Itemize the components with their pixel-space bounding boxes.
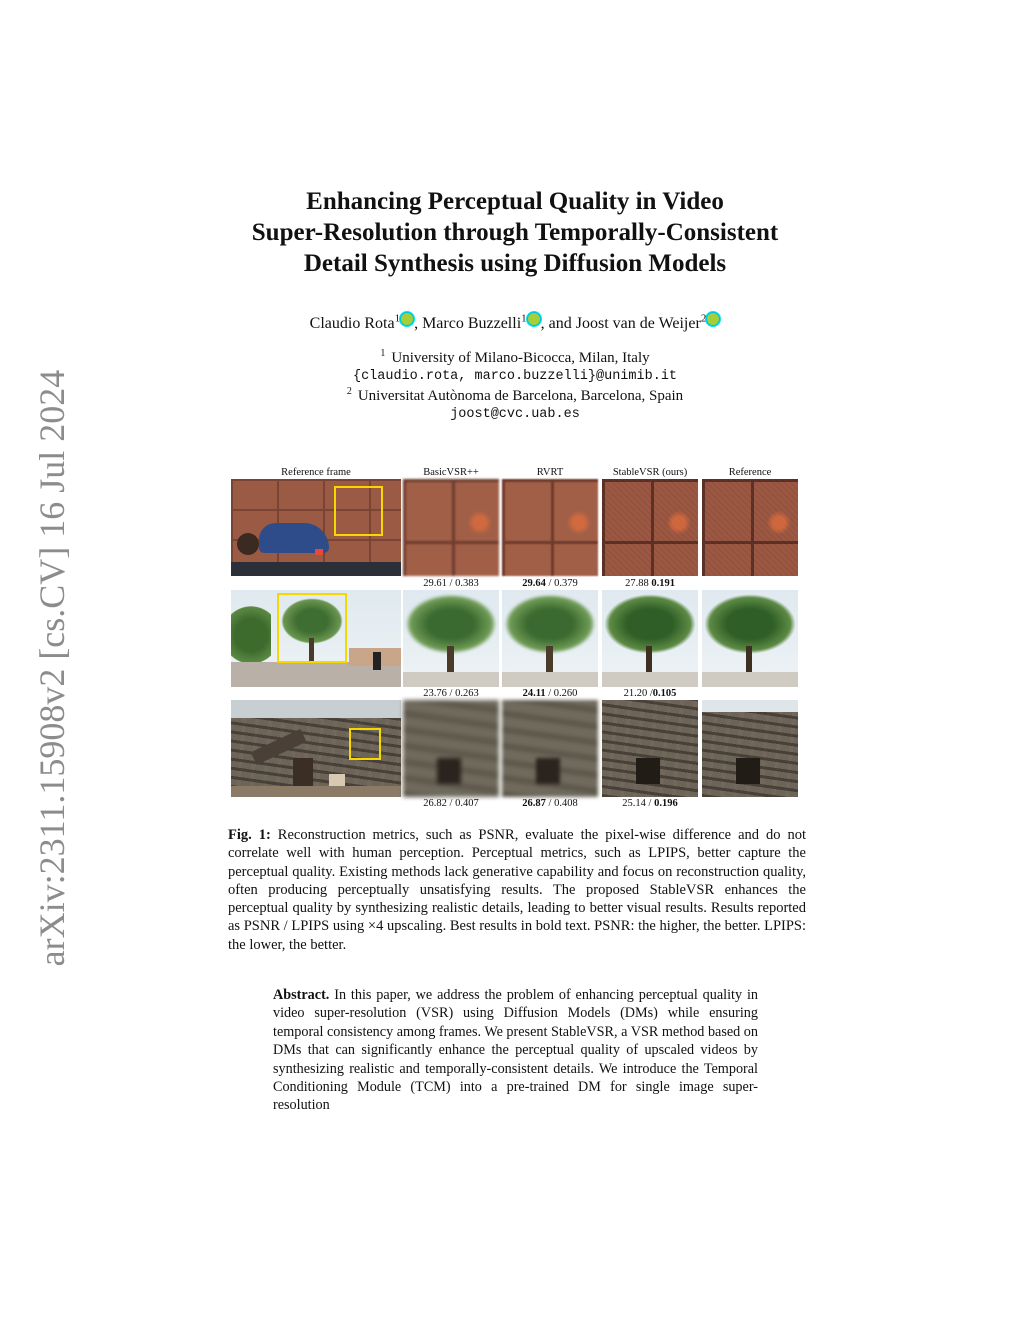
abstract (273, 986, 758, 1115)
affiliation-1 (200, 348, 830, 367)
caption-text: Reconstruction metrics, such as PSNR, evaluate the pixel-wise difference and do not correlate well with human perception. Perceptual metrics, such as LPIPS, better capture the perceptual quality. Existing methods lack generative capability and focus on reconstruction quality, often producing perceptually unsatisfying results. The proposed StableVSR enhances the perceptual quality by synthesizing realistic details, leading to better visual results. Results reported as PSNR / LPIPS using ×4 upscaling. Best results in bold text. PSNR: the higher, the better. LPIPS: the lower, the better. (228, 827, 806, 953)
zoom-region-box (277, 593, 347, 663)
arxiv-sidebar-id: arXiv:2311.15908v2 [cs.CV] 16 Jul 2024 (32, 369, 72, 967)
rvrt-output-image (502, 479, 598, 576)
abstract-text: In this paper, we address the problem of enhancing perceptual quality in video super-resolution (VSR) using Diffusion Models (DMs) while ensuring temporal consistency among frames. We present StableVSR, a VSR method based on DMs that can significantly enhance the perceptual quality of upscaled videos by synthesizing realistic and temporally-consistent details. We introduce the Temporal Conditioning Module (TCM) into a pre-trained DM for single image super-resolution (273, 987, 758, 1114)
affil-num: 2 (346, 386, 352, 397)
caption-label: Fig. 1: (228, 827, 271, 843)
metric-label: 24.11 / 0.260 (522, 688, 578, 699)
title-line: Enhancing Perceptual Quality in Video (306, 188, 724, 215)
col-header-stablevsr: StableVSR (ours) (612, 467, 688, 478)
title-line: Super-Resolution through Temporally-Consistent (251, 219, 779, 246)
col-header-basicvsr: BasicVSR++ (423, 467, 479, 478)
zoom-region-box (334, 486, 383, 536)
figure-caption (228, 826, 806, 954)
title-line: Detail Synthesis using Diffusion Models (303, 250, 727, 277)
author-list (200, 312, 830, 333)
metric-label: 26.82 / 0.407 (423, 798, 479, 809)
abstract-label: Abstract. (273, 987, 330, 1003)
metric-label: 29.61 / 0.383 (423, 578, 479, 589)
rvrt-output-image (502, 590, 598, 687)
col-header-reference-frame: Reference frame (281, 467, 351, 478)
reference-frame-image (231, 590, 401, 687)
basicvsr-output-image (403, 700, 499, 797)
affil-num: 1 (380, 348, 386, 359)
reference-frame-image (231, 700, 401, 797)
affiliation-2-email: joost@cvc.uab.es (450, 407, 580, 422)
author-affil-num: 1 (394, 312, 401, 325)
metric-label: 26.87 / 0.408 (522, 798, 578, 809)
author-affil-num: 2 (700, 312, 707, 325)
paper-title (180, 186, 850, 279)
stablevsr-output-image (602, 590, 698, 687)
orcid-icon[interactable] (400, 312, 414, 326)
author-sep: , (414, 315, 423, 332)
reference-crop-image (702, 590, 798, 687)
stablevsr-output-image (602, 479, 698, 576)
author-name: Claudio Rota (309, 315, 395, 332)
author-name: Joost van de Weijer (575, 315, 701, 332)
col-header-reference: Reference (728, 467, 772, 478)
metric-label: 29.64 / 0.379 (522, 578, 578, 589)
affil-name: University of Milano-Bicocca, Milan, Italy (391, 350, 650, 366)
col-header-rvrt: RVRT (536, 467, 564, 478)
metric-label: 23.76 / 0.263 (423, 688, 479, 699)
rvrt-output-image (502, 700, 598, 797)
affil-name: Universitat Autònoma de Barcelona, Barcelona, Spain (357, 388, 684, 404)
basicvsr-output-image (403, 590, 499, 687)
affiliation-2 (200, 386, 830, 405)
affiliation-1-email: {claudio.rota, marco.buzzelli}@unimib.it (352, 369, 678, 384)
author-sep: , and (540, 315, 576, 332)
orcid-icon[interactable] (706, 312, 720, 326)
zoom-region-box (349, 728, 381, 760)
orcid-icon[interactable] (527, 312, 541, 326)
metric-label: 21.20 /0.105 (623, 688, 677, 699)
stablevsr-output-image (602, 700, 698, 797)
basicvsr-output-image (403, 479, 499, 576)
reference-crop-image (702, 479, 798, 576)
author-affil-num: 1 (521, 312, 527, 325)
reference-frame-image (231, 479, 401, 576)
reference-crop-image (702, 700, 798, 797)
author-name: Marco Buzzelli (422, 315, 522, 332)
metric-label: 27.88 0.191 (625, 578, 675, 589)
metric-label: 25.14 / 0.196 (622, 798, 678, 809)
